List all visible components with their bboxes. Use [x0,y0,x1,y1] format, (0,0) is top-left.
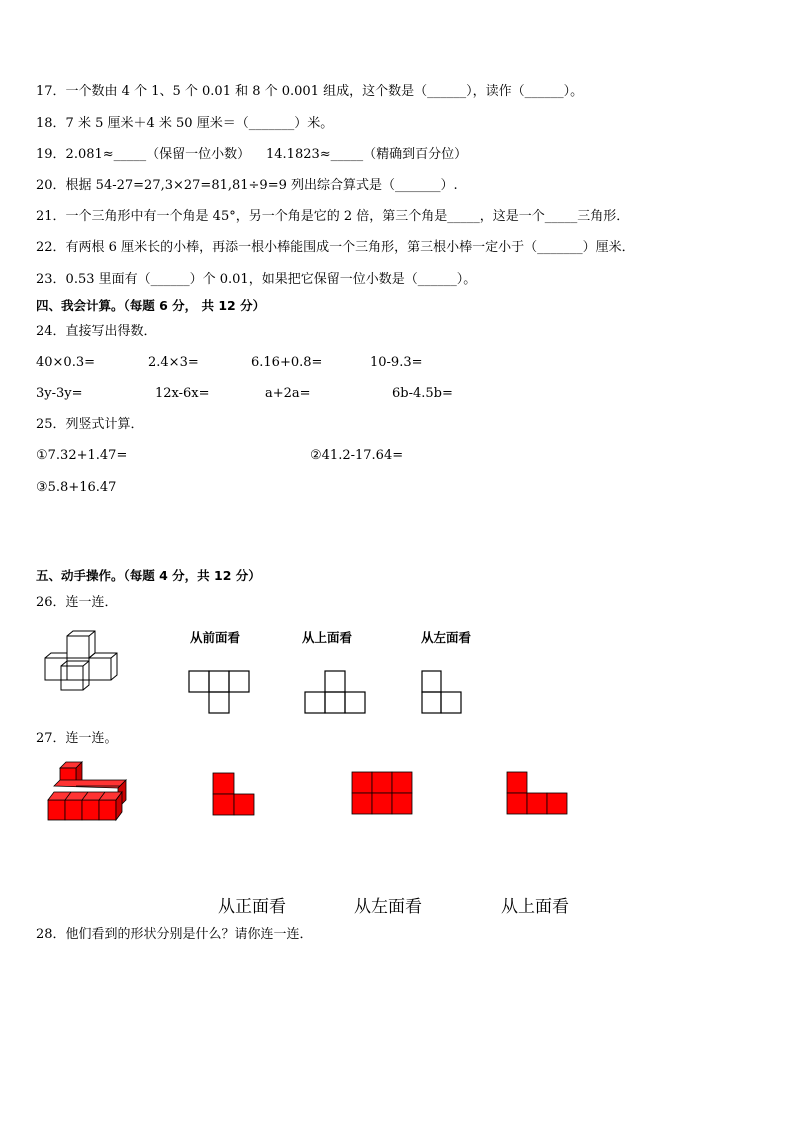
view-label-front: 从前面看 [190,630,241,645]
question-19-part-b: 14.1823≈_____（精确到百分位） [266,147,468,162]
question-19-part-a: 19．2.081≈_____（保留一位小数） [36,147,251,162]
section-5-title: 五、动手操作。（每题 4 分，共 12 分） [36,568,261,583]
q26-view-t-shape [188,670,252,714]
calc-item: 6b-4.5b= [392,386,453,401]
question-20: 20．根据 54-27=27,3×27=81,81÷9=9 列出综合算式是（_______）. [36,178,458,193]
q27-red-view-2 [351,771,413,815]
question-23: 23．0.53 里面有（______）个 0.01，如果把它保留一位小数是（______）。 [36,272,477,287]
question-25: 25．列竖式计算． [36,417,144,432]
question-27: 27．连一连。 [36,731,118,746]
calc-item: 3y-3y= [36,386,83,401]
q27-red-view-1 [212,772,256,816]
calc-item: 2.4×3= [148,355,199,370]
q26-cube-figure [42,628,132,696]
calc-item: 40×0.3= [36,355,96,370]
view-label-top-q27: 从上面看 [501,897,569,917]
view-label-left-q27: 从左面看 [354,897,422,917]
question-26: 26．连一连． [36,595,118,610]
q27-red-cube-figure [46,762,128,822]
view-label-top: 从上面看 [302,630,353,645]
section-4-title: 四、我会计算。（每题 6 分， 共 12 分） [36,298,266,313]
question-24: 24．直接写出得数． [36,324,157,339]
question-21: 21．一个三角形中有一个角是 45°，另一个角是它的 2 倍，第三个角是_____，这是一个_____三角形． [36,209,630,224]
vertical-calc-3: ③5.8+16.47 [36,480,117,495]
view-label-left: 从左面看 [421,630,472,645]
q26-view-l-shape [421,670,465,714]
vertical-calc-1: ①7.32+1.47= [36,448,128,463]
calc-item: 10-9.3= [370,355,423,370]
vertical-calc-2: ②41.2-17.64= [310,448,404,463]
calc-item: 12x-6x= [155,386,210,401]
q27-red-view-3 [506,771,568,815]
question-22: 22．有两根 6 厘米长的小棒，再添一根小棒能围成一个三角形，第三根小棒一定小于（_______）厘米． [36,240,635,255]
view-label-front-q27: 从正面看 [218,897,286,917]
calc-item: 6.16+0.8= [251,355,323,370]
question-17: 17．一个数由 4 个 1、5 个 0.01 和 8 个 0.001 组成，这个数是（______），读作（______）。 [36,84,584,99]
question-28: 28．他们看到的形状分别是什么？请你连一连． [36,927,313,942]
question-18: 18．7 米 5 厘米＋4 米 50 厘米＝（_______）米。 [36,116,334,131]
q26-view-inverted-t [304,670,368,714]
calc-item: a+2a= [265,386,311,401]
